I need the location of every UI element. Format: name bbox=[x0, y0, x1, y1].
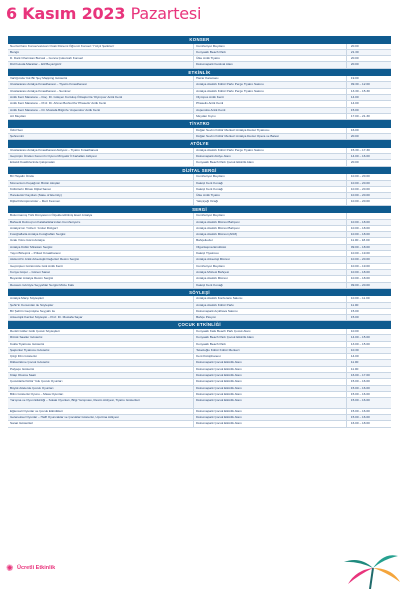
venue-cell: Meydan Kıyısı bbox=[194, 114, 347, 119]
event-name-cell: Erkekli Kuaförlerinde Çalışmaları bbox=[8, 160, 194, 165]
time-cell: 20.00 bbox=[350, 56, 359, 61]
event-name-cell: Kukla Tiyatrosu Gösterisi bbox=[8, 342, 194, 347]
section-header: ÇOCUK ETKİNLİĞİ bbox=[8, 321, 391, 329]
title-day: Pazartesi bbox=[130, 4, 202, 23]
time-cell: 09.30 – 12.00 bbox=[350, 82, 370, 87]
event-name-cell: Antik Kent Maratonu – Dr. Mustafa Bilgin'le 'Aspendos' Antik Kenti bbox=[8, 108, 194, 113]
venue-cell: Dokumapark Çocuk Etkinlik Alanı bbox=[194, 360, 347, 365]
time-cell: 15.30 – 17.30 bbox=[350, 147, 370, 152]
event-name-cell: Eğlenceli Oyunlar ve Çocuk Etkinlikleri bbox=[8, 409, 194, 414]
time-cell bbox=[347, 213, 391, 218]
time-cell: 14.00 – 16.00 bbox=[350, 154, 370, 159]
venue-cell: Yalıçiçeği Ocağı bbox=[194, 199, 347, 204]
venue-cell: Dokumapark Çocuk Etkinlik Alanı bbox=[194, 392, 347, 397]
venue-cell: Dokumapark Çocuk Etkinlik Alanı bbox=[194, 398, 347, 408]
time-cell: 10.00 – 20.00 bbox=[350, 199, 370, 204]
time-cell: 15.00 bbox=[350, 315, 359, 320]
event-name-cell: Akdeniz'in Antik Arkeolojik Değerleri Resim Sergisi bbox=[8, 257, 194, 262]
venue-cell: Doğan Sevim Kültür Merkezi Antalya Devlet Tiyatrosu bbox=[194, 128, 347, 133]
schedule-table bbox=[8, 36, 391, 428]
event-name-cell: Uluslararası Antalya Kıraathanesi – Tiyatro Kıraathanesi bbox=[8, 82, 194, 87]
venue-cell: Kent Kütüphanesi bbox=[194, 354, 347, 359]
table-row bbox=[8, 398, 391, 409]
section-rows bbox=[8, 174, 391, 205]
event-name-cell: Şaşkınlar Tiyatrosu Gösterisi bbox=[8, 348, 194, 353]
time-cell: 16.00 – 17.00 bbox=[350, 373, 370, 378]
event-name-cell: Nevzat Karo Konservatuvarı Ocak Dönemi Öğrenci Konseri 'Yüzyıl Şarkıları' bbox=[8, 44, 194, 49]
event-name-cell: Ucak Yolcu Gücü Antalya bbox=[8, 238, 194, 243]
venue-cell: Ülke Antik Tiyatro bbox=[194, 56, 347, 61]
venue-cell: Antalya Atatürk Müzesi bbox=[194, 276, 347, 281]
event-name-cell: Dijital Dönüşümcüler – Mert Kesmen bbox=[8, 199, 194, 204]
title-date: 6 Kasım bbox=[6, 4, 77, 23]
venue-cell: Dokumapark Çocuk Etkinlik Alanı bbox=[194, 415, 347, 420]
event-name-cell: Bilim Gösterisi Oyunu – Masa Oyunları bbox=[8, 392, 194, 397]
time-cell: 16.00 bbox=[350, 127, 359, 132]
event-name-cell: Varlığımda Yok Bir Şey Mapping Gösterisi bbox=[8, 76, 194, 81]
time-cell: 10.00 – 18.00 bbox=[350, 276, 370, 281]
event-name-cell: Konya Göçer – Gönen Sanat bbox=[8, 270, 194, 275]
venue-cell: Kaleiçi Tiyatrosu bbox=[194, 251, 347, 256]
event-name-cell: Bahsetti Dolmuş'un Kalabalıklarından Cumhuriyet'e bbox=[8, 220, 194, 225]
venue-cell: Antalya Atatürk Kültür Parkı Pergo Tiyatro Salonu bbox=[194, 82, 347, 87]
venue-cell: Konyaaltı Beach Park Çocuk Etkinlik Alanı bbox=[194, 335, 347, 340]
event-name-cell: Kültürlerin Mirası Dijital Sanat bbox=[8, 187, 194, 192]
time-cell: 14.00 – 15.00 bbox=[350, 335, 370, 340]
section-header: TİYATRO bbox=[8, 120, 391, 128]
venue-cell: Dokumapark Çocuk Etkinlik Alanı bbox=[194, 421, 347, 426]
paid-event-icon: ✺ bbox=[6, 562, 14, 573]
time-cell: 15.00 – 16.00 bbox=[350, 385, 370, 390]
time-cell: 11.00 bbox=[350, 302, 359, 307]
event-name-cell: Hareketsiz Kayıtları (State of Eternity) bbox=[8, 193, 194, 198]
venue-cell: Cumhuriyet Meydanı bbox=[194, 44, 347, 49]
event-name-cell: Renkli Göller Gölü Çocuk Söyleşileri bbox=[8, 329, 194, 334]
event-name-cell: Art Meydan bbox=[8, 114, 194, 119]
event-name-cell: Ressam Gözüyle Seyyahlar Sergisi Müze Kafe bbox=[8, 283, 194, 288]
venue-cell: Antalya Atatürk Kültür Parkı bbox=[194, 303, 347, 308]
event-name-cell: D. Dark Charmian Bursalı – Gonca Çukurcah Konseri bbox=[8, 56, 194, 61]
venue-cell: Antalya Atatürk Müzesi Bahçesi bbox=[194, 220, 347, 225]
event-name-cell: Bulunmamış Türk Dünyasının Ölçeklendirilmiş Eseri Antalya bbox=[8, 213, 194, 218]
time-cell: 10.00 bbox=[350, 328, 359, 333]
event-name-cell: Uluslararası Antalya Kıraathanesi Atölyesi – Tiyatro Kıraathanesi bbox=[8, 148, 194, 153]
time-cell: 20.00 bbox=[350, 160, 359, 165]
time-cell: 10.30 bbox=[350, 347, 359, 352]
time-cell: 10.00 – 19.00 bbox=[350, 263, 370, 268]
time-cell: 11.00 bbox=[350, 366, 359, 371]
venue-cell: Antalya Atatürk Kültür Parkı Pergo Tiyatro Salonu bbox=[194, 89, 347, 94]
event-name-cell: Uluslararası Antalya Kıraathanesi – Seminer bbox=[8, 89, 194, 94]
venue-cell: Cumhuriyet Meydanı bbox=[194, 264, 347, 269]
time-cell: 15.00 bbox=[350, 107, 359, 112]
venue-cell: Olgunlaşma Enstitüsü bbox=[194, 245, 347, 250]
venue-cell: Dokumapark Çocuk Etkinlik Alanı bbox=[194, 386, 347, 391]
time-cell: 10.00 – 18.00 bbox=[350, 232, 370, 237]
venue-cell: Ülke Antik Tiyatro bbox=[194, 193, 347, 198]
time-cell: 10.00 – 18.00 bbox=[350, 269, 370, 274]
event-name-cell: Did Kutuda Marattar – Elif Beyazgüzz bbox=[8, 62, 194, 67]
venue-cell: Hazar Karaması bbox=[194, 76, 347, 81]
event-name-cell: Şehremini bbox=[8, 134, 194, 139]
venue-cell: Konyaaltı Beach Park bbox=[194, 50, 347, 55]
section-rows bbox=[8, 296, 391, 321]
venue-cell: Dokumapark Çocuk Etkinlik Alanı bbox=[194, 373, 347, 378]
venue-cell: Bahçe Pavyon bbox=[194, 315, 347, 320]
time-cell: 10.00 – 18.00 bbox=[350, 219, 370, 224]
venue-cell: Cumhuriyet Meydanı bbox=[194, 213, 347, 218]
title-year: 2023 bbox=[81, 4, 126, 23]
table-row bbox=[8, 421, 391, 427]
section-header: KONSER bbox=[8, 36, 391, 44]
event-name-cell: Dikkat Etme Çocuk Gösterisi bbox=[8, 360, 194, 365]
time-cell: 10.00 – 20.00 bbox=[350, 257, 370, 262]
time-cell: 11.00 – 18.00 bbox=[350, 238, 370, 243]
event-name-cell: Bir Hayalin İzinde bbox=[8, 174, 194, 179]
section-header: ATÖLYE bbox=[8, 140, 391, 148]
event-name-cell: Sanat Gösterileri bbox=[8, 421, 194, 426]
time-cell: 16.00 – 18.00 bbox=[350, 421, 370, 426]
event-name-cell: Beyanlar Antalya Resim Sergisi bbox=[8, 276, 194, 281]
event-name-cell: Antik Kent Maratonu – Prof. Dr. Ahmet Bozkurt'la 'Phaselis' Antik Kenti bbox=[8, 101, 194, 106]
event-name-cell: Büyük Ailelerde Çocuk Oyunları bbox=[8, 386, 194, 391]
event-name-cell: Kitap Okuma Saati bbox=[8, 373, 194, 378]
time-cell: 15.00 – 16.00 bbox=[350, 391, 370, 396]
time-cell: 15.00 – 16.00 bbox=[350, 415, 370, 420]
venue-cell: Antalya Arkeoloji Müzesi bbox=[194, 257, 347, 262]
event-name-cell: Ritmik Saatler Gösterisi bbox=[8, 335, 194, 340]
time-cell: 09.00 – 20.00 bbox=[350, 282, 370, 287]
event-name-cell: Antalya Marşı Söyleşileri bbox=[8, 296, 194, 301]
time-cell: 10.00 – 19.00 bbox=[350, 251, 370, 256]
event-name-cell: Geçmişten Günümüze Gök Antik Kenti bbox=[8, 264, 194, 269]
venue-cell: Cumhuriyet Meydanı bbox=[194, 174, 347, 179]
venue-cell: Antalya Atatürk Müzesi Bahçesi bbox=[194, 226, 347, 231]
event-name-cell: Çizgi Film Gösterisi bbox=[8, 354, 194, 359]
time-cell: 10.00 – 20.00 bbox=[350, 186, 370, 191]
venue-cell: Antalya Atatürk Kültür Parkı Pergo Tiyatro Salonu bbox=[194, 148, 347, 153]
venue-cell: Kaleiçi Kent Konağı bbox=[194, 181, 347, 186]
time-cell: 10.00 – 20.00 bbox=[350, 174, 370, 179]
venue-cell: Antalya Atatürk Konferans Salonu bbox=[194, 296, 347, 301]
event-name-cell: Yarışma ve Oyun Etkinliği – Sokak Oyunları, Bilgi Yarışması, Resim Atölyesi, Tiyatro Gösterileri bbox=[8, 398, 194, 408]
time-cell: 20.00 bbox=[350, 134, 359, 139]
time-cell: 20.00 bbox=[350, 43, 359, 48]
time-cell: 14.00 bbox=[350, 354, 359, 359]
page-title bbox=[6, 4, 396, 28]
section-header: SERGİ bbox=[8, 206, 391, 214]
venue-cell: Phaselis Antik Kenti bbox=[194, 101, 347, 106]
venue-cell: Kaleiçi Kent Konağı bbox=[194, 187, 347, 192]
time-cell: 14.00 bbox=[350, 95, 359, 100]
event-name-cell: Arkeolojik Kazılar Söyleşisi – Prof. Dr. Mustafa Sayar bbox=[8, 315, 194, 320]
section-header: ETKİNLİK bbox=[8, 69, 391, 77]
venue-cell: Dokumapark Atölye Alanı bbox=[194, 154, 347, 159]
section-header: SÖYLEŞİ bbox=[8, 289, 391, 297]
event-name-cell: Antalya Kültür Mirasları Sergisi bbox=[8, 245, 194, 250]
paid-event-label: Ücretli Etkinlik bbox=[17, 565, 56, 571]
time-cell: 13.00 – 15.00 bbox=[350, 341, 370, 346]
time-cell: 15.00 bbox=[350, 308, 359, 313]
section-rows bbox=[8, 148, 391, 167]
venue-cell: Tekelioğlu Kültür Kültür Merkezi bbox=[194, 348, 347, 353]
venue-cell: Konyaaltı Beach Park bbox=[194, 342, 347, 347]
time-cell: 15.00 – 16.00 bbox=[350, 408, 370, 413]
time-cell: 14.00 bbox=[350, 101, 359, 106]
event-name-cell: Geleneksel Oyunlar – Hafif Oyuncaklar ve Çocuklar Gösterisi, Uçurtma Atölyesi bbox=[8, 415, 194, 420]
event-name-cell: Geçmişin İzinden Kerem'in Oyunu Minyatür İl Kartalları Atölyesi bbox=[8, 154, 194, 159]
time-cell: 19.00 bbox=[350, 76, 359, 81]
venue-cell: Antalya Müzesi Bahçesi bbox=[194, 270, 347, 275]
event-name-cell: Şehir'in Konumları ile Söyleşiler bbox=[8, 303, 194, 308]
time-cell: 15.00 – 16.00 bbox=[350, 379, 370, 384]
venue-cell: Bahçelievler bbox=[194, 238, 347, 243]
venue-cell: Antalya Atatürk Müzesi (AKM) bbox=[194, 232, 347, 237]
footer-legend bbox=[6, 560, 126, 576]
time-cell: 11.00 bbox=[350, 360, 359, 365]
venue-cell: Dokumapark Festival Alanı bbox=[194, 62, 347, 67]
event-name-cell: Çocuklarla Kültür Yolu Çocuk Oyunları bbox=[8, 379, 194, 384]
section-rows bbox=[8, 128, 391, 141]
event-name-cell: Antalya'nın Yüzleri: 'Anılar Rüzgarı' bbox=[8, 226, 194, 231]
section-rows bbox=[8, 76, 391, 120]
venue-cell: Dokumapark Çocuk Etkinlik Alanı bbox=[194, 367, 347, 372]
time-cell: 13.30 – 15.30 bbox=[350, 88, 370, 93]
section-header: DİJİTAL SERGİ bbox=[8, 167, 391, 175]
time-cell: 09.00 – 18.00 bbox=[350, 244, 370, 249]
venue-cell: Dokumapark Çocuk Etkinlik Alanı bbox=[194, 379, 347, 384]
event-name-cell: Bir Şehrin Geçmişine Seyyahı ile bbox=[8, 309, 194, 314]
venue-cell: Konyaaltı Beach Park Çocuk Etkinlik Alanı bbox=[194, 160, 347, 165]
venue-cell: Dokumapark Açıkhava Salonu bbox=[194, 309, 347, 314]
venue-cell: Dokumapark Çocuk Etkinlik Alanı bbox=[194, 409, 347, 414]
venue-cell: Olympos Antik Kenti bbox=[194, 95, 347, 100]
time-cell: 20.00 bbox=[350, 62, 359, 67]
event-name-cell: Antik Kent Maratonu – Doç. Dr. Gökçen Kurtuluş Öztaşkın'la 'Olympos' Antik Kenti bbox=[8, 95, 194, 100]
event-name-cell: Ödül Sen bbox=[8, 128, 194, 133]
time-cell: 17.00 – 21.30 bbox=[350, 113, 370, 118]
time-cell: 10.00 – 20.00 bbox=[350, 180, 370, 185]
venue-cell: Doğan Sevim Kültür Merkezi Antalya Devlet Opera ve Balesi bbox=[194, 134, 347, 139]
event-name-cell: Bengü bbox=[8, 50, 194, 55]
time-cell: 21.30 bbox=[350, 49, 359, 54]
section-rows bbox=[8, 213, 391, 289]
venue-cell: Aspendos Antik Kenti bbox=[194, 108, 347, 113]
section-rows bbox=[8, 44, 391, 69]
time-cell: 15.00 – 16.00 bbox=[350, 398, 370, 403]
time-cell: 10.00 – 18.00 bbox=[350, 225, 370, 230]
palm-decoration-icon bbox=[340, 552, 400, 589]
venue-cell: Kaleiçi Kent Konağı bbox=[194, 283, 347, 288]
event-name-cell: Yayın Birleşimi – Prikaz Kıraathanesi bbox=[8, 251, 194, 256]
time-cell: 10.00 – 20.00 bbox=[350, 193, 370, 198]
section-rows bbox=[8, 329, 391, 428]
event-name-cell: Palyaço Gösterisi bbox=[8, 367, 194, 372]
event-name-cell: Momentum Kuşağının Bütün Akışları bbox=[8, 181, 194, 186]
venue-cell: Konyaaltı Kafe Beach Park Çocuk Alanı bbox=[194, 329, 347, 334]
event-name-cell: Fotoğraflarla Antalya Fotoğrafları Sergisi bbox=[8, 232, 194, 237]
time-cell: 10.00 – 11.00 bbox=[350, 296, 370, 301]
